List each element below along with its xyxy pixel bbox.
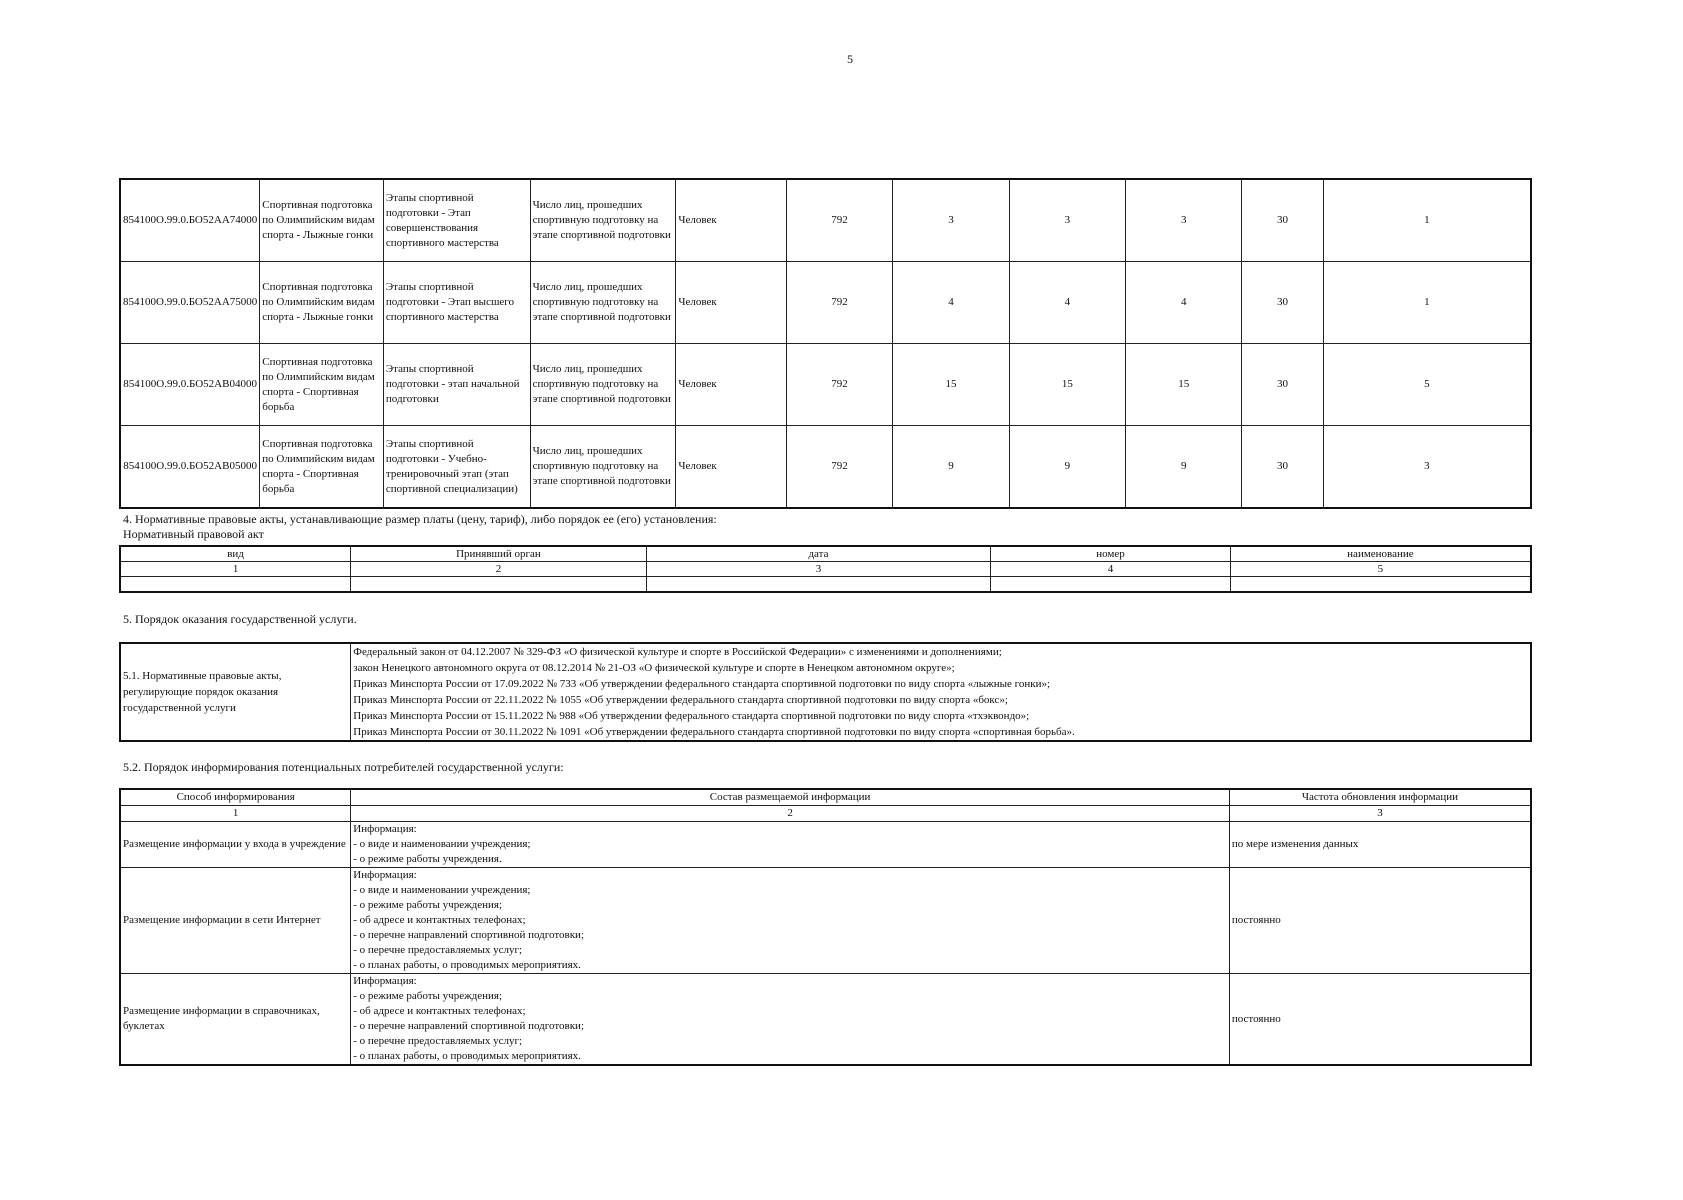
unit-cell: Человек (676, 426, 786, 509)
empty-cell (120, 577, 351, 593)
stage-cell: Этапы спортивной подготовки - этап начальной подготовки (383, 344, 530, 426)
info-line: - о виде и наименовании учреждения; (353, 838, 531, 850)
header-cell: номер (991, 546, 1231, 562)
indicator-cell: Число лиц, прошедших спортивную подготовку на этапе спортивной подготовки (530, 426, 676, 509)
update-frequency-cell: по мере изменения данных (1229, 822, 1531, 868)
act-item: Федеральный закон от 04.12.2007 № 329-ФЗ «О физической культуре и спорте в Российской Федерации» с изменениями и дополнениями; (353, 646, 1002, 658)
update-frequency-cell: постоянно (1229, 868, 1531, 974)
stage-cell: Этапы спортивной подготовки - Учебно-тренировочный этап (этап спортивной специализации) (383, 426, 530, 509)
regulating-acts-table (119, 642, 1532, 742)
info-line: - о перечне направлений спортивной подготовки; (353, 1020, 585, 1032)
number-cell: 3 (646, 562, 990, 577)
unit-cell: Человек (676, 344, 786, 426)
info-line: - о виде и наименовании учреждения; (353, 884, 531, 896)
value-year3-cell: 15 (1126, 344, 1242, 426)
header-cell: вид (120, 546, 351, 562)
act-item: Приказ Минспорта России от 30.11.2022 № 1091 «Об утверждении федерального стандарта спортивной подготовки по виду спорта «спортивная борьба». (353, 726, 1075, 738)
header-cell: Частота обновления информации (1229, 789, 1531, 806)
value-year2-cell: 9 (1009, 426, 1125, 509)
deviation-absolute-cell: 3 (1323, 426, 1531, 509)
service-name-cell: Спортивная подготовка по Олимпийским видам спорта - Спортивная борьба (260, 344, 384, 426)
value-year3-cell: 9 (1126, 426, 1242, 509)
info-line: - о перечне направлений спортивной подготовки; (353, 929, 585, 941)
deviation-absolute-cell: 1 (1323, 179, 1531, 262)
table-row (120, 426, 1531, 509)
value-year3-cell: 4 (1126, 262, 1242, 344)
price-acts-empty-row (120, 577, 1531, 593)
service-code-cell: 854100О.99.0.БО52АВ04000 (120, 344, 260, 426)
stage-cell: Этапы спортивной подготовки - Этап высшего спортивного мастерства (383, 262, 530, 344)
header-cell: наименование (1230, 546, 1531, 562)
table-row (120, 179, 1531, 262)
table-row (120, 262, 1531, 344)
info-line: - о планах работы, о проводимых мероприятиях. (353, 1050, 581, 1062)
act-item: закон Ненецкого автономного округа от 08.12.2014 № 21-ОЗ «О физической культуре и спорте в Ненецком автономном округе»; (353, 662, 955, 674)
service-name-cell: Спортивная подготовка по Олимпийским видам спорта - Спортивная борьба (260, 426, 384, 509)
price-acts-table (119, 545, 1532, 593)
value-year1-cell: 4 (893, 262, 1009, 344)
info-line: - о перечне предоставляемых услуг; (353, 944, 523, 956)
info-line: Информация: (353, 869, 417, 881)
empty-cell (991, 577, 1231, 593)
okei-code-cell: 792 (786, 179, 893, 262)
informing-method-cell: Размещение информации в справочниках, буклетах (120, 974, 351, 1066)
informing-content-cell (351, 974, 1230, 1066)
info-line: - об адресе и контактных телефонах; (353, 914, 526, 926)
table-row (120, 822, 1531, 868)
value-year2-cell: 3 (1009, 179, 1125, 262)
price-acts-header-row (120, 546, 1531, 562)
number-cell: 2 (351, 806, 1230, 822)
informing-table (119, 788, 1532, 1066)
service-code-cell: 854100О.99.0.БО52АА75000 (120, 262, 260, 344)
deviation-absolute-cell: 1 (1323, 262, 1531, 344)
value-year2-cell: 15 (1009, 344, 1125, 426)
number-cell: 5 (1230, 562, 1531, 577)
volume-indicators-table (119, 178, 1532, 509)
informing-number-row (120, 806, 1531, 822)
number-cell: 1 (120, 806, 351, 822)
number-cell: 2 (351, 562, 647, 577)
indicator-cell: Число лиц, прошедших спортивную подготовку на этапе спортивной подготовки (530, 344, 676, 426)
okei-code-cell: 792 (786, 344, 893, 426)
deviation-percent-cell: 30 (1242, 262, 1323, 344)
unit-cell: Человек (676, 179, 786, 262)
regulating-acts-list (351, 643, 1531, 741)
act-item: Приказ Минспорта России от 15.11.2022 № 988 «Об утверждении федерального стандарта спортивной подготовки по виду спорта «тхэквондо»; (353, 710, 1030, 722)
section5-title: 5. Порядок оказания государственной услуги. (123, 612, 357, 626)
okei-code-cell: 792 (786, 262, 893, 344)
info-line: - о режиме работы учреждения. (353, 853, 502, 865)
service-name-cell: Спортивная подготовка по Олимпийским видам спорта - Лыжные гонки (260, 179, 384, 262)
indicator-cell: Число лиц, прошедших спортивную подготовку на этапе спортивной подготовки (530, 262, 676, 344)
info-line: Информация: (353, 823, 417, 835)
informing-method-cell: Размещение информации в сети Интернет (120, 868, 351, 974)
indicator-cell: Число лиц, прошедших спортивную подготовку на этапе спортивной подготовки (530, 179, 676, 262)
unit-cell: Человек (676, 262, 786, 344)
table-row (120, 344, 1531, 426)
info-line: - об адресе и контактных телефонах; (353, 1005, 526, 1017)
header-cell: Принявший орган (351, 546, 647, 562)
service-code-cell: 854100О.99.0.БО52АА74000 (120, 179, 260, 262)
empty-cell (1230, 577, 1531, 593)
info-line: - о режиме работы учреждения; (353, 899, 503, 911)
okei-code-cell: 792 (786, 426, 893, 509)
informing-method-cell: Размещение информации у входа в учреждение (120, 822, 351, 868)
empty-cell (646, 577, 990, 593)
info-line: Информация: (353, 975, 417, 987)
regulating-acts-row (120, 643, 1531, 741)
table-row (120, 868, 1531, 974)
info-line: - о перечне предоставляемых услуг; (353, 1035, 523, 1047)
number-cell: 4 (991, 562, 1231, 577)
number-cell: 1 (120, 562, 351, 577)
informing-content-cell (351, 868, 1230, 974)
value-year3-cell: 3 (1126, 179, 1242, 262)
informing-content-cell (351, 822, 1230, 868)
value-year1-cell: 3 (893, 179, 1009, 262)
page-number: 5 (847, 52, 853, 66)
value-year1-cell: 9 (893, 426, 1009, 509)
service-code-cell: 854100О.99.0.БО52АВ05000 (120, 426, 260, 509)
header-cell: дата (646, 546, 990, 562)
info-line: - о режиме работы учреждения; (353, 990, 503, 1002)
section4-title: 4. Нормативные правовые акты, устанавливающие размер платы (цену, тариф), либо порядок ее (его) установления: (123, 512, 717, 526)
deviation-percent-cell: 30 (1242, 344, 1323, 426)
header-cell: Состав размещаемой информации (351, 789, 1230, 806)
price-acts-number-row (120, 562, 1531, 577)
header-cell: Способ информирования (120, 789, 351, 806)
act-item: Приказ Минспорта России от 17.09.2022 № 733 «Об утверждении федерального стандарта спортивной подготовки по виду спорта «лыжные гонки»; (353, 678, 1051, 690)
service-name-cell: Спортивная подготовка по Олимпийским видам спорта - Лыжные гонки (260, 262, 384, 344)
value-year2-cell: 4 (1009, 262, 1125, 344)
table-row (120, 974, 1531, 1066)
deviation-absolute-cell: 5 (1323, 344, 1531, 426)
empty-cell (351, 577, 647, 593)
value-year1-cell: 15 (893, 344, 1009, 426)
section4-subtitle: Нормативный правовой акт (123, 527, 264, 541)
deviation-percent-cell: 30 (1242, 426, 1323, 509)
informing-header-row (120, 789, 1531, 806)
update-frequency-cell: постоянно (1229, 974, 1531, 1066)
deviation-percent-cell: 30 (1242, 179, 1323, 262)
section52-title: 5.2. Порядок информирования потенциальных потребителей государственной услуги: (123, 760, 564, 774)
number-cell: 3 (1229, 806, 1531, 822)
regulating-acts-label: 5.1. Нормативные правовые акты, регулирующие порядок оказания государственной услуги (120, 643, 351, 741)
stage-cell: Этапы спортивной подготовки - Этап совершенствования спортивного мастерства (383, 179, 530, 262)
act-item: Приказ Минспорта России от 22.11.2022 № 1055 «Об утверждении федерального стандарта спортивной подготовки по виду спорта «бокс»; (353, 694, 1008, 706)
info-line: - о планах работы, о проводимых мероприятиях. (353, 959, 581, 971)
